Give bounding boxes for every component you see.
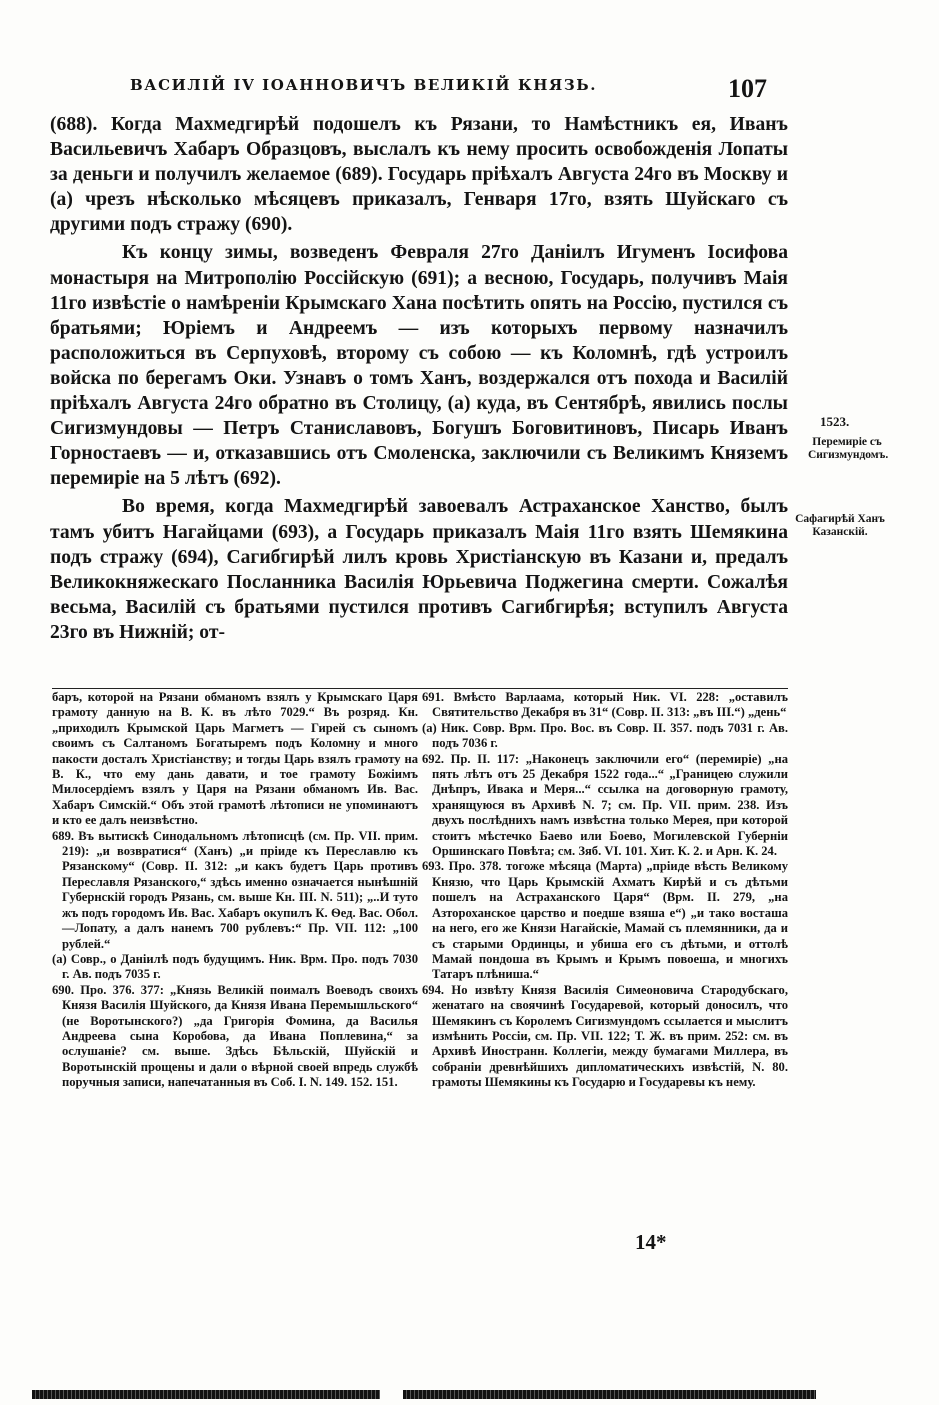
footnote-a-right: (а) Ник. Совр. Врм. Про. Вос. въ Совр. II. 357. подъ 7031 г. Ав. подъ 7036 г. bbox=[422, 720, 788, 751]
paragraph-1: (688). Когда Махмедгирѣй подошелъ къ Рязани, то Намѣстникъ ея, Иванъ Васильевичъ Хабаръ Образцовъ, выслалъ къ нему просить освобожденія Лопаты за деньги и получилъ желаемое (689). Государь пріѣхалъ Августа 24го въ Москву и (а) чрезъ нѣсколько мѣсяцевъ приказалъ, Генваря 17го, взять Шуйскаго съ другими подъ стражу (690). bbox=[50, 114, 788, 236]
margin-note-khan: Сафагирѣй Ханъ Казанскій. bbox=[795, 513, 885, 538]
main-text bbox=[50, 112, 788, 645]
footnote-689: 689. Въ вытискѣ Синодальномъ лѣтописцѣ (см. Пр. VII. прим. 219): „и возвратися“ (Ханъ) „и пріиде къ Переславлю къ Рязанскому“ (Совр. II. 312: „и какъ будетъ Царь противъ Переславля Рязанского,“ здѣсь именно означается нынѣшній Губернскій городъ Рязань, см. выше Кн. III. N. 511); „..И тутo жъ подъ городомъ Ив. Вас. Хабаръ окупилъ К. Ѳед. Вас. Обол.—Лопату, а далъ нанемъ 700 рублевъ:“ Пр. VII. 112: „100 рублей.“ bbox=[52, 828, 418, 951]
scan-edge-bar-right bbox=[403, 1390, 816, 1399]
margin-note-truce: Перемиріе съ Сигизмундомъ. bbox=[808, 436, 889, 461]
signature-mark: 14* bbox=[635, 1230, 667, 1254]
running-title: ВАСИЛІЙ IV ІОАННОВИЧЪ ВЕЛИКІЙ КНЯЗЬ. bbox=[130, 76, 598, 94]
footnote-694: 694. Но извѣту Князя Василія Симеоновича Стародубскаго, женатаго на своячинѣ Государевой, который доносилъ, что Шемякинъ съ Королемъ Сигизмундомъ ссылается и мыслитъ измѣнить Россіи, см. Пр. VII. 122; Т. Ж. въ прим. 252: см. въ Архивѣ Иностранн. Коллегіи, между бумагами Миллера, въ собраніи древнѣйшихъ дипломатическихъ извѣстій, N. 80. грамоты Шемякины къ Государю и Государевы къ нему. bbox=[422, 982, 788, 1090]
paragraph-2: Къ концу зимы, возведенъ Февраля 27го Даніилъ Игуменъ Іосифова монастыря на Митрополію Россійскую (691); а весною, Государь, получивъ Маія 11го извѣстіе о намѣреніи Крымскаго Хана посѣтить опять на Россію, пустился съ братьями; Юріемъ и Андреемъ — изъ которыхъ первому назначилъ расположиться въ Серпуховѣ, второму съ собою — къ Коломнѣ, гдѣ устроилъ войска по берегамъ Оки. Узнавъ о томъ Ханъ, воздержался отъ похода и Василій пріѣхалъ Августа 24го обратно въ Столицу, (а) куда, въ Сентябрѣ, явились послы Сигизмундовы — Петръ Станиславовъ, Богушъ Боговитиновъ, Писарь Иванъ Горностаевъ — и, отказавшись отъ Смоленска, заключили съ Великимъ Княземъ перемиріе на 5 лѣтъ (692). bbox=[50, 242, 788, 490]
footnotes-right-column bbox=[422, 690, 788, 1091]
scan-edge-bar-left bbox=[32, 1390, 380, 1399]
paragraph-3: Во время, когда Махмедгирѣй завоевалъ Астраханское Ханство, былъ тамъ убитъ Нагайцами (693), а Государь приказалъ Маія 11го взять Шемякина подъ стражу (694), Сагибгирѣй лилъ кровь Христіанскую въ Казани и, предалъ Великокняжескаго Посланника Василія Юрьевича Поджегина смерти. Сожалѣя весьма, Василій съ братьями пустился противъ Сагибгирѣя; вступилъ Августа 23го въ Нижній; от- bbox=[50, 496, 788, 643]
footnote-divider bbox=[52, 688, 788, 689]
footnote-693: 693. Про. 378. тогоже мѣсяца (Марта) „пріиде вѣсть Великому Князю, что Царь Крымскій Ахматъ Кирѣй и съ дѣтьми пошелъ на Астраханского Царя“ (Врм. II. 279, „на Азтороханское царство и поедше взяша е“) „и тако восташа на него, его же Князи Нагайскіе, Мамай съ племянники, да и съ старыми Ординцы, и убиша его съ дѣтьми, и оттолѣ Мамай пондоша въ Крымъ и Крымъ повоеша, и многихъ Татаръ плѣниша.“ bbox=[422, 859, 788, 982]
margin-note-year: 1523. bbox=[820, 414, 850, 429]
footnote-688-cont: баръ, которой на Рязани обманомъ взялъ у Крымскаго Царя грамоту данную на В. К. въ лѣто 7029.“ Въ розряд. Кн. „приходилъ Крымской Царь Магметъ — Гирей съ сыномъ своимъ съ Салтаномъ Богатыремъ подъ Коломну и много пакости досталъ Христіанству; и тогды Царь взялъ грамоту на В. К., что ему дань давати, и тое грамоту Божіимъ Милосердіемъ взялъ у Царя на Рязани обманомъ Ив. Вас. Хабаръ Симскій.“ Объ этой грамотѣ лѣтописи не упоминаютъ и кто ее далъ неизвѣстно. bbox=[52, 690, 418, 828]
footnotes-left-column bbox=[52, 690, 418, 1091]
footnote-691: 691. Вмѣсто Варлаама, который Ник. VI. 228: „оставилъ Святительство Декабря въ 31“ (Совр. II. 313: „въ III.“) „день“ bbox=[422, 690, 788, 720]
page-number: 107 bbox=[728, 74, 767, 103]
footnote-690: 690. Про. 376. 377: „Князь Великій поималъ Воеводъ своихъ Князя Василія Шуйского, да Князя Ивана Перемышльского“ (не Воротынского?) „да Григорія Фомина, да Василья Андреева сына Коробова, да Ивана Поплевина,“ за ослушаніе? см. выше. Здѣсь Бѣльскій, Шуйскій и Воротынскій прощены и дали о вѣрной своей впредь службѣ поручныя записи, напечатанныя въ Соб. I. N. 149. 152. 151. bbox=[52, 982, 418, 1090]
footnote-a-left: (а) Совр., о Даніилѣ подъ будущимъ. Ник. Врм. Про. подъ 7030 г. Ав. подъ 7035 г. bbox=[52, 951, 418, 982]
footnote-692: 692. Пр. II. 117: „Наконецъ заключили его“ (перемиріе) „на пять лѣтъ отъ 25 Декабря 1522 года...“ „Границею служили Днѣпръ, Ивака и Меря...“ ссылка на договорную грамоту, хранящуюся въ Архивѣ N. 7; см. Пр. VII. прим. 238. Изъ двухъ послѣднихъ намъ извѣстна только Мерея, при которой стоитъ мѣстечко Баево или Боево, Могилевской Губерніи Оршинскаго Повѣта; см. Зяб. VI. 101. Хит. К. 2. и Арн. К. 24. bbox=[422, 751, 788, 859]
